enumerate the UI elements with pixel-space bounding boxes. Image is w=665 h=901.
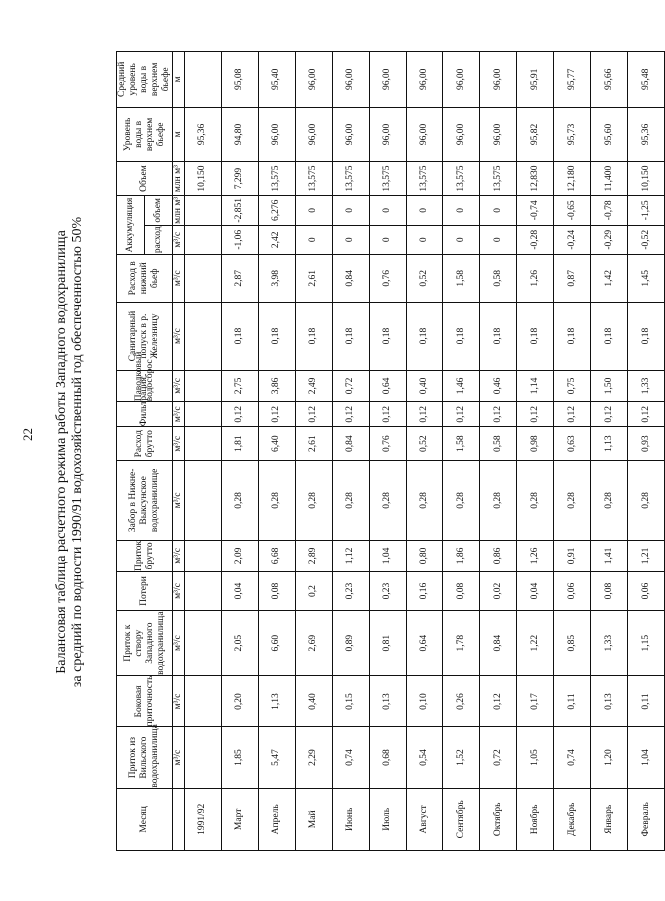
unit-cell: м³/с [173,427,185,461]
header-inflow-west: Приток к створу Западного водохранилища [117,610,173,676]
title-line-1: Балансовая таблица расчетного режима работы Западного водохранилища [54,230,69,674]
inflow-vilsk-cell: 0,68 [369,727,406,788]
month-cell: Август [406,788,443,850]
inflow-vilsk-cell: 5,47 [258,727,295,788]
header-inflow-gross: Приток брутто [117,540,173,572]
table-row [443,52,480,851]
sanitary-cell: 0,18 [332,302,369,370]
losses-cell: 0,08 [258,572,295,611]
level-cell: 96,00 [295,107,332,161]
side-inflow-cell: 1,13 [258,676,295,727]
acc-flow-cell: 0 [369,225,406,254]
inflow-vilsk-cell: 1,20 [591,727,628,788]
volume-cell: 13,575 [406,162,443,196]
unit-cell: млн м³ [173,196,183,224]
intake-cell: 0,28 [221,461,258,540]
spillway-cell: 0,64 [369,370,406,402]
volume-cell: 13,575 [332,162,369,196]
tailwater-flow-cell: 1,42 [591,255,628,303]
month-cell: Июль [369,788,406,850]
inflow-gross-cell: 2,89 [295,540,332,572]
filtration-cell: 0,12 [480,402,517,427]
intake-cell: 0,28 [443,461,480,540]
unit-cell: м³/с [173,225,185,254]
losses-cell: 0,2 [295,572,332,611]
acc-volume-cell: 0 [480,196,517,225]
inflow-west-cell: 6,60 [258,610,295,676]
unit-cell: м³/с [173,676,185,727]
spillway-cell: 3,86 [258,370,295,402]
intake-cell: 0,28 [406,461,443,540]
tailwater-flow-cell: 1,58 [443,255,480,303]
acc-volume-cell: -0,65 [554,196,591,225]
inflow-vilsk-cell: 0,54 [406,727,443,788]
tailwater-flow-cell: 2,87 [221,255,258,303]
intake-cell: 0,28 [480,461,517,540]
inflow-vilsk-cell: 1,85 [221,727,258,788]
table-row [295,52,332,851]
volume-cell: 13,575 [258,162,295,196]
header-flow-gross: Расход брутто [117,427,173,461]
inflow-vilsk-cell: 1,04 [628,727,665,788]
table-row [554,52,591,851]
inflow-gross-cell: 0,91 [554,540,591,572]
table-row-initial [185,52,222,851]
inflow-west-cell: 0,64 [406,610,443,676]
intake-cell: 0,28 [554,461,591,540]
losses-cell: 0,02 [480,572,517,611]
month-cell: Март [221,788,258,850]
unit-cell: м³/с [173,727,185,788]
losses-cell: 0,04 [221,572,258,611]
side-inflow-cell: 0,17 [517,676,554,727]
month-cell: Январь [591,788,628,850]
intake-cell: 0,28 [332,461,369,540]
inflow-gross-cell: 1,86 [443,540,480,572]
inflow-west-cell: 0,85 [554,610,591,676]
sanitary-cell: 0,18 [517,302,554,370]
inflow-vilsk-cell: 0,74 [554,727,591,788]
level-cell: 96,00 [332,107,369,161]
inflow-gross-cell: 1,41 [591,540,628,572]
sanitary-cell: 0,18 [406,302,443,370]
volume-cell: 10,150 [628,162,665,196]
sanitary-cell: 0,18 [258,302,295,370]
units-row [173,52,185,851]
side-inflow-cell: 0,13 [369,676,406,727]
page-number: 22 [20,428,35,441]
inflow-vilsk-cell: 0,72 [480,727,517,788]
losses-cell: 0,08 [591,572,628,611]
volume-cell: 11,400 [591,162,628,196]
month-cell: 1991/92 [185,788,222,850]
flow-gross-cell: 0,63 [554,427,591,461]
inflow-west-cell: 0,81 [369,610,406,676]
side-inflow-cell: 0,15 [332,676,369,727]
side-inflow-cell: 0,11 [628,676,665,727]
acc-volume-cell: 0 [406,196,443,225]
inflow-gross-cell: 1,04 [369,540,406,572]
table-row [591,52,628,851]
filtration-cell: 0,12 [369,402,406,427]
filtration-cell: 0,12 [591,402,628,427]
losses-cell: 0,06 [628,572,665,611]
header-side-inflow: Боковая приточность [117,676,173,727]
acc-volume-cell: -2,851 [221,196,258,225]
tailwater-flow-cell: 2,61 [295,255,332,303]
unit-cell: м³/с [173,370,185,402]
level-cell: 96,00 [369,107,406,161]
intake-cell: 0,28 [258,461,295,540]
unit-cell: м³/с [173,540,185,572]
table-row [332,52,369,851]
flow-gross-cell: 0,52 [406,427,443,461]
spillway-cell: 0,40 [406,370,443,402]
sanitary-cell: 0,18 [443,302,480,370]
table-row [258,52,295,851]
table-body [185,52,665,851]
month-cell: Май [295,788,332,850]
tailwater-flow-cell: 0,87 [554,255,591,303]
table-row [369,52,406,851]
unit-cell: м³/с [173,255,185,303]
table-row [480,52,517,851]
volume-cell: 13,575 [369,162,406,196]
side-inflow-cell: 0,13 [591,676,628,727]
unit-cell: м [173,107,185,161]
spillway-cell: 1,33 [628,370,665,402]
balance-table-container [116,51,651,851]
volume-cell: 12,830 [517,162,554,196]
volume-cell: 13,575 [295,162,332,196]
flow-gross-cell: 0,58 [480,427,517,461]
sanitary-cell: 0,18 [480,302,517,370]
avg-level-cell: 96,00 [406,52,443,108]
header-inflow-vilsk: Приток из Вильского водохранилища [117,727,173,788]
acc-volume-cell: 6,276 [258,196,295,225]
acc-flow-cell: 0 [332,225,369,254]
inflow-west-cell: 2,05 [221,610,258,676]
level-cell: 95,36 [628,107,665,161]
spillway-cell: 1,14 [517,370,554,402]
header-acc-volume: объем [145,196,173,225]
volume-cell: 13,575 [443,162,480,196]
acc-flow-cell: -0,24 [554,225,591,254]
flow-gross-cell: 0,76 [369,427,406,461]
acc-volume-cell: -1,25 [628,196,665,225]
flow-gross-cell: 1,58 [443,427,480,461]
acc-flow-cell: -0,52 [628,225,665,254]
acc-volume-cell: 0 [295,196,332,225]
losses-cell: 0,23 [369,572,406,611]
acc-flow-cell: 0 [406,225,443,254]
sanitary-cell: 0,18 [295,302,332,370]
unit-cell: м³/с [173,461,185,540]
losses-cell: 0,04 [517,572,554,611]
header-accumulation: Аккумуляция [117,196,145,255]
sanitary-cell: 0,18 [628,302,665,370]
month-cell: Сентябрь [443,788,480,850]
flow-gross-cell: 2,61 [295,427,332,461]
sanitary-cell: 0,18 [591,302,628,370]
month-cell: Декабрь [554,788,591,850]
flow-gross-cell: 6,40 [258,427,295,461]
tailwater-flow-cell: 0,58 [480,255,517,303]
tailwater-flow-cell: 1,26 [517,255,554,303]
volume-cell: 7,299 [221,162,258,196]
acc-flow-cell: 2,42 [258,225,295,254]
inflow-gross-cell: 2,09 [221,540,258,572]
acc-flow-cell: 0 [295,225,332,254]
level-cell: 95,73 [554,107,591,161]
acc-flow-cell: -1,06 [221,225,258,254]
flow-gross-cell: 0,93 [628,427,665,461]
unit-cell: м³/с [173,610,185,676]
avg-level-cell: 96,00 [295,52,332,108]
acc-volume-cell: 0 [369,196,406,225]
inflow-vilsk-cell: 1,05 [517,727,554,788]
level-cell: 96,00 [258,107,295,161]
table-row [517,52,554,851]
avg-level-cell: 95,91 [517,52,554,108]
spillway-cell: 1,46 [443,370,480,402]
avg-level-cell: 95,08 [221,52,258,108]
inflow-west-cell: 1,78 [443,610,480,676]
avg-level-cell: 95,77 [554,52,591,108]
side-inflow-cell: 0,40 [295,676,332,727]
losses-cell: 0,23 [332,572,369,611]
avg-level-cell: 96,00 [480,52,517,108]
unit-cell: млн м³ [173,162,185,196]
header-sanitary: Санитарный попуск в р. Железницу [117,302,173,370]
flow-gross-cell: 1,13 [591,427,628,461]
inflow-west-cell: 0,84 [480,610,517,676]
unit-cell: м³/с [173,402,185,427]
spillway-cell: 2,75 [221,370,258,402]
sanitary-cell: 0,18 [221,302,258,370]
filtration-cell: 0,12 [295,402,332,427]
level-cell: 94,80 [221,107,258,161]
month-cell: Февраль [628,788,665,850]
table-row [221,52,258,851]
acc-flow-cell: 0 [443,225,480,254]
avg-level-cell: 95,66 [591,52,628,108]
filtration-cell: 0,12 [258,402,295,427]
side-inflow-cell: 0,10 [406,676,443,727]
spillway-cell: 0,72 [332,370,369,402]
level-cell: 95,60 [591,107,628,161]
avg-level-cell: 96,00 [369,52,406,108]
intake-cell: 0,28 [591,461,628,540]
spillway-cell: 1,50 [591,370,628,402]
header-avg-level: Средний уровень воды в верхнем бьефе [117,52,173,108]
spillway-cell: 2,49 [295,370,332,402]
header-losses: Потери [117,572,173,611]
tailwater-flow-cell: 1,45 [628,255,665,303]
spillway-cell: 0,75 [554,370,591,402]
intake-cell: 0,28 [369,461,406,540]
filtration-cell: 0,12 [443,402,480,427]
filtration-cell: 0,12 [554,402,591,427]
header-volume: Объем [117,162,173,196]
acc-flow-cell: -0,28 [517,225,554,254]
losses-cell: 0,16 [406,572,443,611]
intake-cell: 0,28 [295,461,332,540]
level-cell: 95,36 [185,107,222,161]
unit-cell: м³/с [173,572,185,611]
inflow-gross-cell: 1,21 [628,540,665,572]
header-level: Уровень воды в верхнем бьефе [117,107,173,161]
inflow-gross-cell: 1,26 [517,540,554,572]
inflow-west-cell: 1,22 [517,610,554,676]
header-tailwater-flow: Расход в нижний бьеф [117,255,173,303]
month-cell: Апрель [258,788,295,850]
flow-gross-cell: 0,84 [332,427,369,461]
table-row [406,52,443,851]
acc-flow-cell: -0,29 [591,225,628,254]
volume-cell: 13,575 [480,162,517,196]
inflow-gross-cell: 0,80 [406,540,443,572]
inflow-vilsk-cell: 2,29 [295,727,332,788]
side-inflow-cell: 0,12 [480,676,517,727]
inflow-west-cell: 0,89 [332,610,369,676]
inflow-vilsk-cell: 1,52 [443,727,480,788]
header-month: Месяц [117,788,173,850]
side-inflow-cell: 0,11 [554,676,591,727]
volume-cell: 10,150 [185,162,222,196]
unit-cell: м [173,52,185,108]
inflow-west-cell: 1,33 [591,610,628,676]
title-line-2: за средний по водности 1990/91 водохозяйственный год обеспеченностью 50% [70,216,85,688]
inflow-west-cell: 1,15 [628,610,665,676]
header-row [117,52,145,851]
month-cell: Июнь [332,788,369,850]
spillway-cell: 0,46 [480,370,517,402]
volume-cell: 12,180 [554,162,591,196]
tailwater-flow-cell: 0,84 [332,255,369,303]
level-cell: 95,82 [517,107,554,161]
avg-level-cell: 96,00 [443,52,480,108]
flow-gross-cell: 0,98 [517,427,554,461]
acc-volume-cell: -0,74 [517,196,554,225]
level-cell: 96,00 [406,107,443,161]
header-filtration: Фильтрация [117,402,173,427]
acc-flow-cell: 0 [480,225,517,254]
inflow-gross-cell: 6,68 [258,540,295,572]
month-cell: Ноябрь [517,788,554,850]
acc-volume-cell: 0 [443,196,480,225]
filtration-cell: 0,12 [517,402,554,427]
tailwater-flow-cell: 3,98 [258,255,295,303]
avg-level-cell: 96,00 [332,52,369,108]
filtration-cell: 0,12 [221,402,258,427]
avg-level-cell: 95,48 [628,52,665,108]
intake-cell: 0,28 [517,461,554,540]
inflow-vilsk-cell: 0,74 [332,727,369,788]
level-cell: 96,00 [480,107,517,161]
inflow-gross-cell: 0,86 [480,540,517,572]
header-spillway: Паводковый водосброс [117,370,173,402]
sanitary-cell: 0,18 [554,302,591,370]
inflow-west-cell: 2,69 [295,610,332,676]
side-inflow-cell: 0,20 [221,676,258,727]
losses-cell: 0,08 [443,572,480,611]
header-intake: Забор в Нижне-Выксунское водохранилище [117,461,173,540]
sanitary-cell: 0,18 [369,302,406,370]
acc-volume-cell: 0 [332,196,369,225]
tailwater-flow-cell: 0,52 [406,255,443,303]
table-row [628,52,665,851]
header-acc-flow: расход [145,225,173,254]
flow-gross-cell: 1,81 [221,427,258,461]
balance-table [116,51,665,851]
filtration-cell: 0,12 [406,402,443,427]
losses-cell: 0,06 [554,572,591,611]
inflow-gross-cell: 1,12 [332,540,369,572]
tailwater-flow-cell: 0,76 [369,255,406,303]
filtration-cell: 0,12 [628,402,665,427]
unit-month [173,788,185,850]
document-title [54,102,86,802]
unit-cell: м³/с [173,302,185,370]
intake-cell: 0,28 [628,461,665,540]
level-cell: 96,00 [443,107,480,161]
side-inflow-cell: 0,26 [443,676,480,727]
avg-level-cell: 95,40 [258,52,295,108]
month-cell: Октябрь [480,788,517,850]
filtration-cell: 0,12 [332,402,369,427]
acc-volume-cell: -0,78 [591,196,628,225]
